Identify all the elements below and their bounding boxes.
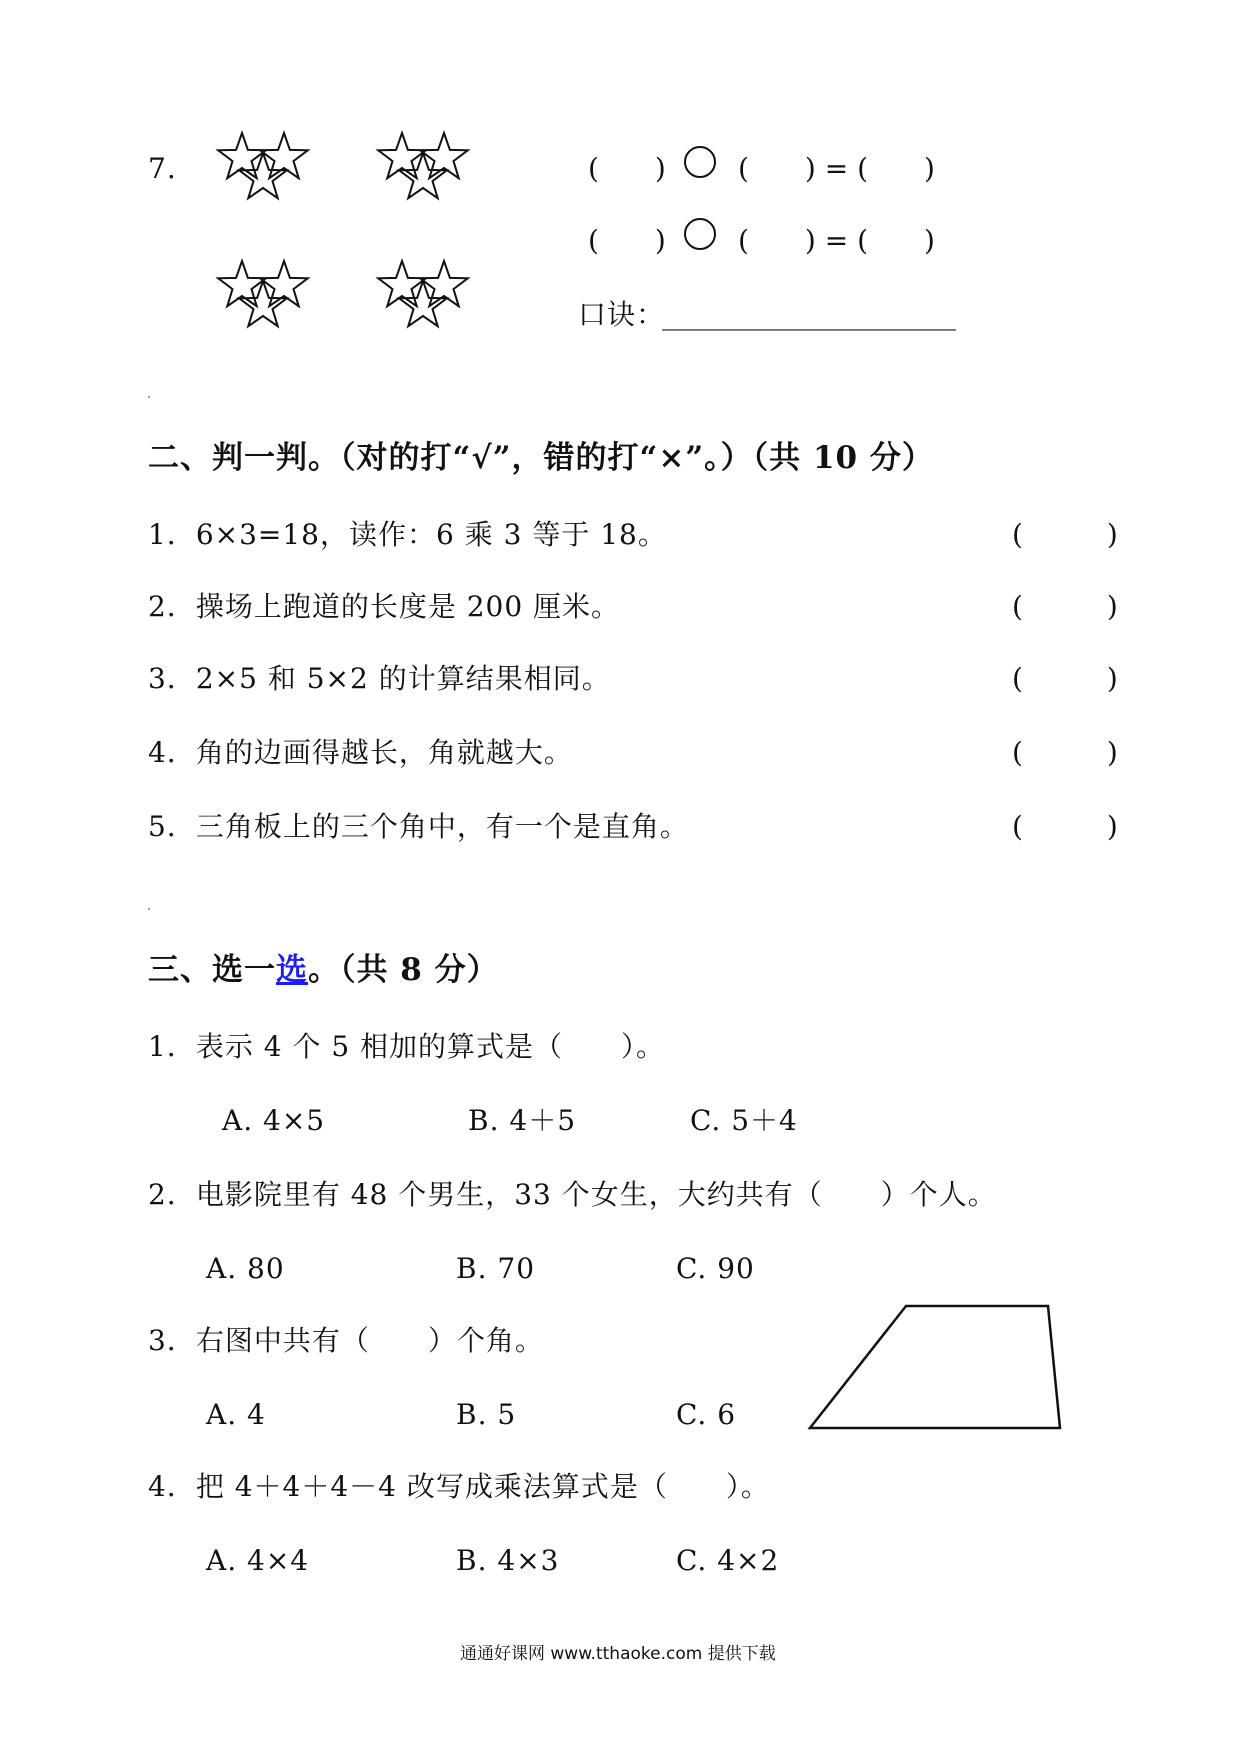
section3-heading-pre: 三、选一 xyxy=(148,952,276,988)
section3-heading-link[interactable]: 选 xyxy=(276,952,308,988)
star-icon xyxy=(239,153,287,198)
judge-answer-3[interactable]: ( ) xyxy=(1012,662,1118,695)
q7-eq2-left: ( ) xyxy=(588,224,666,257)
star-icon xyxy=(399,153,447,198)
choice-question-3: 3．右图中共有（ ）个角。 xyxy=(148,1324,544,1357)
star-group-3 xyxy=(218,256,338,336)
section3-heading xyxy=(148,950,499,990)
star-group-2 xyxy=(378,128,498,208)
trapezoid-shape xyxy=(810,1306,1060,1428)
q1-option-c[interactable]: C. 5＋4 xyxy=(690,1104,798,1137)
q1-option-a[interactable]: A. 4×5 xyxy=(222,1104,326,1137)
judge-answer-4[interactable]: ( ) xyxy=(1012,736,1118,769)
star-group-4 xyxy=(378,256,498,336)
q4-option-c[interactable]: C. 4×2 xyxy=(676,1544,780,1577)
judge-item-4: 4．角的边画得越长，角就越大。 xyxy=(148,736,573,769)
q3-option-b[interactable]: B. 5 xyxy=(456,1398,517,1431)
q7-eq2-right: ( ) = ( ) xyxy=(738,224,935,257)
choice-question-4: 4．把 4＋4＋4－4 改写成乘法算式是（ ）。 xyxy=(148,1470,770,1503)
q7-eq1-right: ( ) = ( ) xyxy=(738,152,935,185)
q3-option-a[interactable]: A. 4 xyxy=(206,1398,266,1431)
judge-answer-2[interactable]: ( ) xyxy=(1012,590,1118,623)
q7-formula-label: 口诀： xyxy=(578,298,666,331)
q2-option-b[interactable]: B. 70 xyxy=(456,1252,536,1285)
judge-answer-1[interactable]: ( ) xyxy=(1012,518,1118,551)
judge-item-3: 3．2×5 和 5×2 的计算结果相同。 xyxy=(148,662,611,695)
footer-text: 通通好课网 www.tthaoke.com 提供下载 xyxy=(460,1644,776,1664)
margin-dot xyxy=(148,396,150,398)
choice-question-1: 1．表示 4 个 5 相加的算式是（ ）。 xyxy=(148,1030,666,1063)
judge-answer-5[interactable]: ( ) xyxy=(1012,810,1118,843)
q4-option-b[interactable]: B. 4×3 xyxy=(456,1544,560,1577)
operator-circle-icon[interactable] xyxy=(684,218,716,250)
judge-item-5: 5．三角板上的三个角中，有一个是直角。 xyxy=(148,810,689,843)
choice-question-2: 2．电影院里有 48 个男生，33 个女生，大约共有（ ）个人。 xyxy=(148,1178,997,1211)
q2-option-c[interactable]: C. 90 xyxy=(676,1252,755,1285)
judge-item-1: 1．6×3=18，读作：6 乘 3 等于 18。 xyxy=(148,518,667,551)
q2-option-a[interactable]: A. 80 xyxy=(206,1252,285,1285)
star-icon xyxy=(399,281,447,326)
q7-eq1-left: ( ) xyxy=(588,152,666,185)
operator-circle-icon[interactable] xyxy=(684,146,716,178)
section2-heading: 二、判一判。（对的打“√”，错的打“×”。）（共 10 分） xyxy=(148,440,934,476)
q4-option-a[interactable]: A. 4×4 xyxy=(206,1544,310,1577)
judge-item-2: 2．操场上跑道的长度是 200 厘米。 xyxy=(148,590,621,623)
margin-dot xyxy=(148,908,150,910)
q1-option-b[interactable]: B. 4＋5 xyxy=(468,1104,577,1137)
q7-number: 7. xyxy=(148,152,177,185)
section3-heading-post: 。（共 8 分） xyxy=(308,952,499,988)
star-icon xyxy=(239,281,287,326)
q3-option-c[interactable]: C. 6 xyxy=(676,1398,737,1431)
trapezoid-figure xyxy=(800,1300,1070,1440)
star-group-1 xyxy=(218,128,338,208)
q7-formula-blank[interactable]: _____________________ xyxy=(662,298,956,331)
